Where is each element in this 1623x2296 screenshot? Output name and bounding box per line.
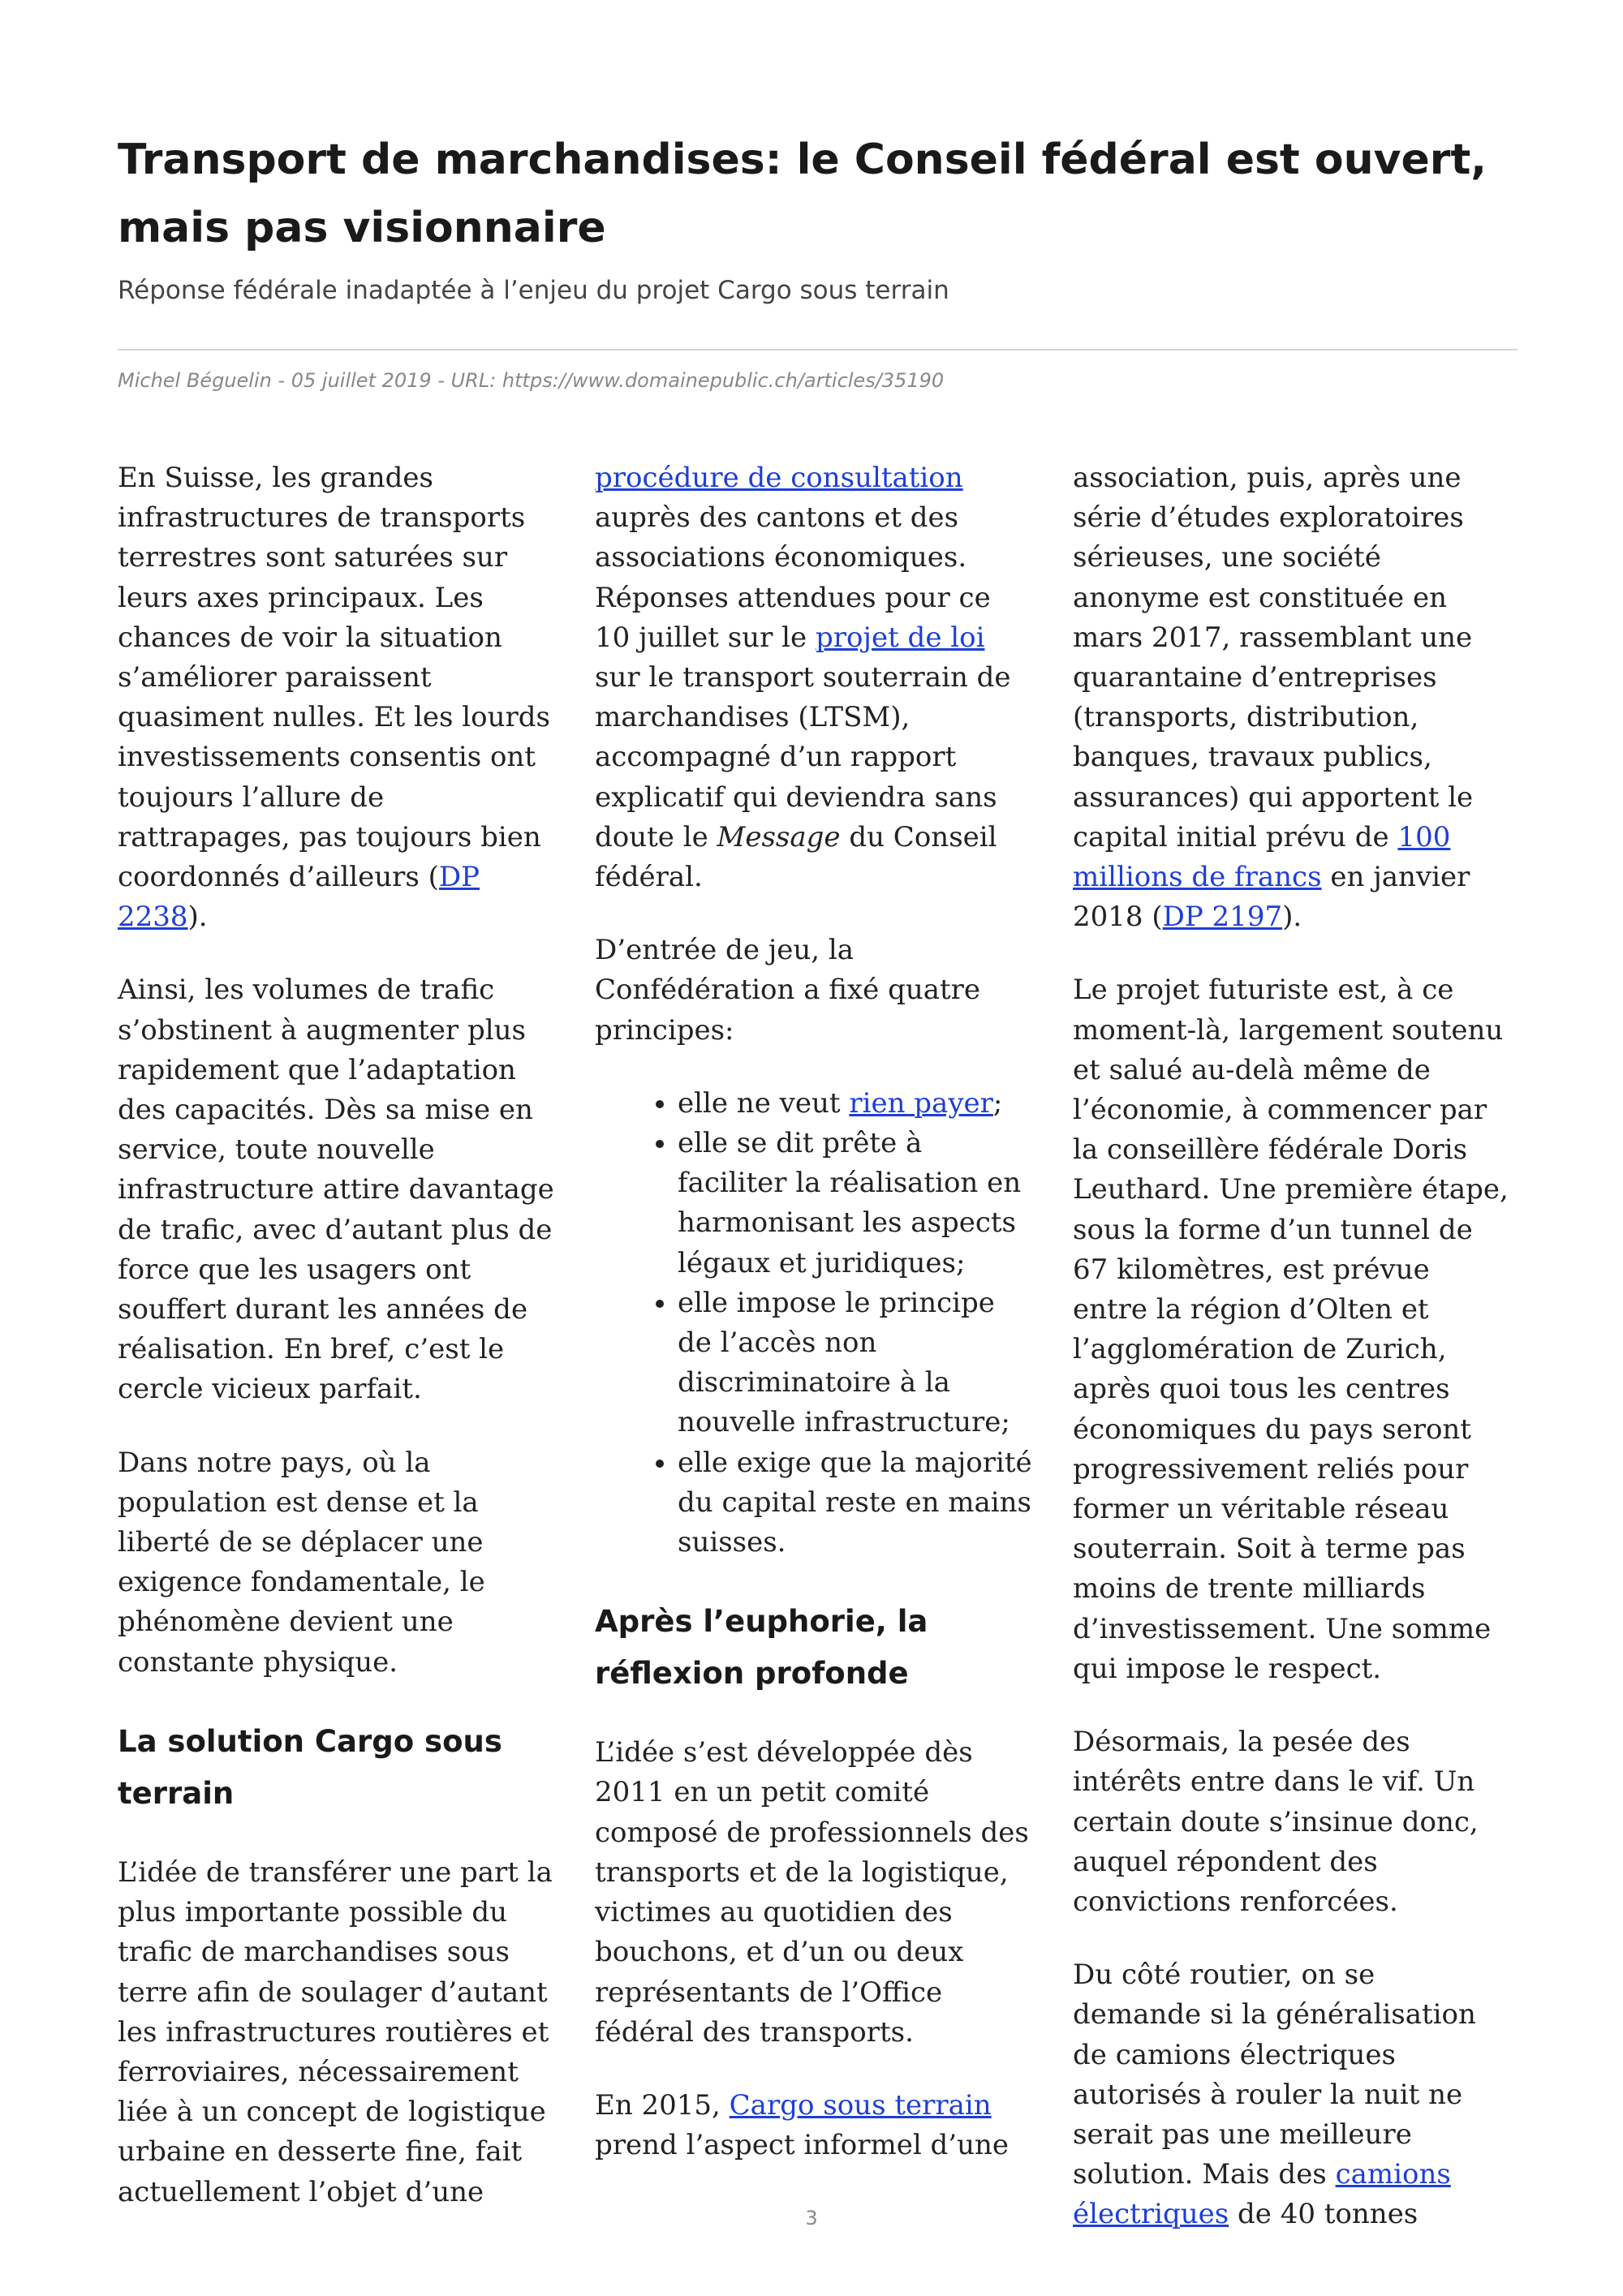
section-heading: La solution Cargo sous terrain [118, 1723, 502, 1811]
paragraph: D’entrée de jeu, la Confédération a fixé quatre principes: [595, 934, 981, 1047]
paragraph: Ainsi, les volumes de trafic s’obstinent à augmenter plus rapidement que l’adaptation des capacités. Dès sa mise en service, toute nouvelle infrastructure attire davantage de trafic, avec d’autant plus de force que les usagers ont souffert durant les années de réalisation. En bref, c’est le cercle vicieux parfait. [118, 974, 554, 1406]
paragraph: association, puis, après une série d’études exploratoires sérieuses, une société anonyme est constituée en mars 2017, rassemblant une quarantaine d’entreprises (transports, distribution, banques, travaux publics, assurances) qui apportent le capital initial prévu de 100 millions de francs en janvier 2018 (DP 2197). [1073, 462, 1474, 934]
paragraph: procédure de consultation auprès des cantons et des associations économiques. Réponses attendues pour ce 10 juillet sur le projet de loi sur le transport souterrain de marchandises (LTSM), accompagné d’un rapport explicatif qui deviendra sans doute le Message du Conseil fédéral. [595, 462, 1011, 894]
header-divider [118, 349, 1518, 350]
link-camions-electriques[interactable]: camions électriques [1073, 2158, 1451, 2231]
paragraph: Désormais, la pesée des intérêts entre dans le vif. Un certain doute s’insinue donc, auquel répondent des convictions renforcées. [1073, 1726, 1479, 1918]
article-subtitle: Réponse fédérale inadaptée à l’enjeu du projet Cargo sous terrain [118, 276, 949, 305]
paragraph: Le projet futuriste est, à ce moment-là, largement soutenu et salué au-delà même de l’économie, à commencer par la conseillère fédérale Doris Leuthard. Une première étape, sous la forme d’un tunnel de 67 kilomètres, est prévue entre la région d’Olten et l’agglomération de Zurich, après quoi tous les centres économiques du pays seront progressivement reliés pour former un véritable réseau souterrain. Soit à terme pas moins de trente milliards d’investissement. Une somme qui impose le respect. [1073, 974, 1509, 1685]
link-100-millions[interactable]: 100 millions de francs [1073, 820, 1451, 894]
article-header [118, 126, 1518, 307]
link-cargo-sous-terrain[interactable]: Cargo sous terrain [729, 2088, 992, 2122]
list-item: • elle exige que la majorité du capital reste en mains suisses. [678, 1443, 1033, 1563]
article-byline: Michel Béguelin - 05 juillet 2019 - URL: https://www.domainepublic.ch/articles/35190 [118, 369, 945, 392]
text-column-2 [595, 458, 1033, 2199]
section-heading: Après l’euphorie, la réflexion profonde [595, 1604, 928, 1692]
paragraph: L’idée de transférer une part la plus importante possible du trafic de marchandises sous terre afin de soulager d’autant les infrastructures routières et ferroviaires, nécessairement liée à un concept de logistique urbaine en desserte fine, fait actuellement l’objet d’une [118, 1855, 553, 2208]
link-dp-2197[interactable]: DP 2197 [1162, 901, 1283, 934]
paragraph: En Suisse, les grandes infrastructures de transports terrestres sont saturées sur leurs axes principaux. Les chances de voir la situation s’améliorer paraissent quasiment nulles. Et les lourds investissements consentis ont toujours l’allure de rattrapages, pas toujours bien coordonnés d’ailleurs (DP 2238). [118, 462, 550, 934]
paragraph: Dans notre pays, où la population est dense et la liberté de se déplacer une exigence fondamentale, le phénomène devient une constante physique. [118, 1446, 485, 1679]
link-projet-de-loi[interactable]: projet de loi [815, 621, 985, 654]
text-column-3 [1073, 458, 1511, 2268]
page-number: 3 [805, 2207, 818, 2229]
paragraph: Du côté routier, on se demande si la généralisation de camions électriques autorisés à rouler la nuit ne serait pas une meilleure solution. Mais des camions électriques de 40 tonnes [1073, 1958, 1476, 2231]
paragraph: L’idée s’est développée dès 2011 en un petit comité composé de professionnels des transports et de la logistique, victimes au quotidien des bouchons, et d’un ou deux représentants de l’Office fédéral des transports. [595, 1736, 1029, 2049]
article-title: Transport de marchandises: le Conseil fédéral est ouvert, mais pas visionnaire [118, 135, 1487, 252]
principles-list [595, 1084, 1033, 1563]
list-item: • elle se dit prête à faciliter la réalisation en harmonisant les aspects légaux et juridiques; [678, 1124, 1033, 1283]
text-column-1 [118, 458, 556, 2246]
link-procedure-consultation[interactable]: procédure de consultation [595, 462, 963, 494]
list-item: • elle impose le principe de l’accès non discriminatoire à la nouvelle infrastructure; [678, 1283, 1033, 1443]
link-dp-2238[interactable]: DP 2238 [118, 861, 480, 934]
paragraph: En 2015, Cargo sous terrain prend l’aspect informel d’une [595, 2088, 1010, 2162]
link-rien-payer[interactable]: rien payer [849, 1086, 993, 1120]
list-item: • elle ne veut rien payer; [678, 1084, 1033, 1124]
